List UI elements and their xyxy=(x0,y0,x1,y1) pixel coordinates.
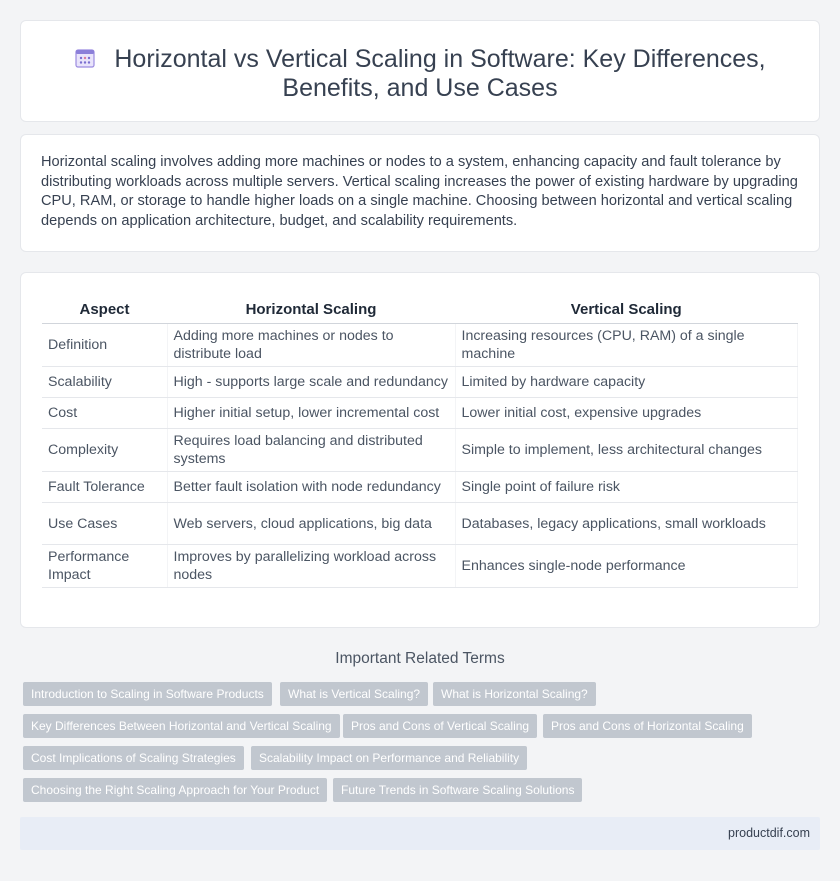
tag-link[interactable]: Future Trends in Software Scaling Solutions xyxy=(333,778,582,802)
table-cell: Single point of failure risk xyxy=(455,472,798,503)
intro-paragraph: Horizontal scaling involves adding more machines or nodes to a system, enhancing capacity and fault tolerance by distributing workloads across multiple servers. Vertical scaling increases the power of existing hardware by upgrading CPU, RAM, or storage to handle higher loads on a single machine. Choosing between horizontal and vertical scaling depends on application architecture, budget, and scalability requirements. xyxy=(41,154,798,229)
title-card xyxy=(20,20,820,122)
table-cell: Databases, legacy applications, small workloads xyxy=(455,503,798,545)
tag-link[interactable]: Scalability Impact on Performance and Reliability xyxy=(251,746,527,770)
table-cell: Improves by parallelizing workload across nodes xyxy=(167,545,455,588)
table-cell: Definition xyxy=(42,324,167,367)
table-cell: Performance Impact xyxy=(42,545,167,588)
table-cell: Higher initial setup, lower incremental cost xyxy=(167,398,455,429)
title-line-1: Horizontal vs Vertical Scaling in Software: Key Differences, xyxy=(114,45,766,73)
table-row xyxy=(42,503,798,545)
table-header-row xyxy=(42,295,798,324)
tag-link[interactable]: Choosing the Right Scaling Approach for Your Product xyxy=(23,778,327,802)
table-row xyxy=(42,545,798,588)
table-cell: Web servers, cloud applications, big data xyxy=(167,503,455,545)
tag-link[interactable]: Key Differences Between Horizontal and Vertical Scaling xyxy=(23,714,340,738)
table-cell: Simple to implement, less architectural changes xyxy=(455,429,798,472)
comparison-table xyxy=(42,295,798,588)
table-cell: Use Cases xyxy=(42,503,167,545)
table-cell: Increasing resources (CPU, RAM) of a single machine xyxy=(455,324,798,367)
table-row xyxy=(42,367,798,398)
header-aspect: Aspect xyxy=(42,295,167,324)
tag-link[interactable]: Introduction to Scaling in Software Products xyxy=(23,682,272,706)
table-cell: Scalability xyxy=(42,367,167,398)
header-vertical: Vertical Scaling xyxy=(455,295,798,324)
table-cell: Better fault isolation with node redundancy xyxy=(167,472,455,503)
calendar-icon xyxy=(74,47,96,69)
footer-site: productdif.com xyxy=(728,826,810,840)
tag-link[interactable]: What is Horizontal Scaling? xyxy=(433,682,596,706)
table-cell: Enhances single-node performance xyxy=(455,545,798,588)
comparison-card xyxy=(20,272,820,628)
table-cell: Lower initial cost, expensive upgrades xyxy=(455,398,798,429)
page-title xyxy=(21,45,819,103)
tag-link[interactable]: Cost Implications of Scaling Strategies xyxy=(23,746,244,770)
table-row xyxy=(42,324,798,367)
footer-bar xyxy=(20,817,820,850)
table-cell: Complexity xyxy=(42,429,167,472)
table-cell: Adding more machines or nodes to distribute load xyxy=(167,324,455,367)
table-cell: Limited by hardware capacity xyxy=(455,367,798,398)
table-cell: High - supports large scale and redundancy xyxy=(167,367,455,398)
table-row xyxy=(42,472,798,503)
intro-card xyxy=(20,134,820,252)
title-line-2: Benefits, and Use Cases xyxy=(282,74,558,102)
table-row xyxy=(42,429,798,472)
table-cell: Requires load balancing and distributed systems xyxy=(167,429,455,472)
table-row xyxy=(42,398,798,429)
tag-link[interactable]: Pros and Cons of Vertical Scaling xyxy=(343,714,537,738)
table-cell: Fault Tolerance xyxy=(42,472,167,503)
tag-link[interactable]: Pros and Cons of Horizontal Scaling xyxy=(543,714,752,738)
related-terms-heading: Important Related Terms xyxy=(335,650,505,667)
table-cell: Cost xyxy=(42,398,167,429)
header-horizontal: Horizontal Scaling xyxy=(167,295,455,324)
tag-link[interactable]: What is Vertical Scaling? xyxy=(280,682,428,706)
